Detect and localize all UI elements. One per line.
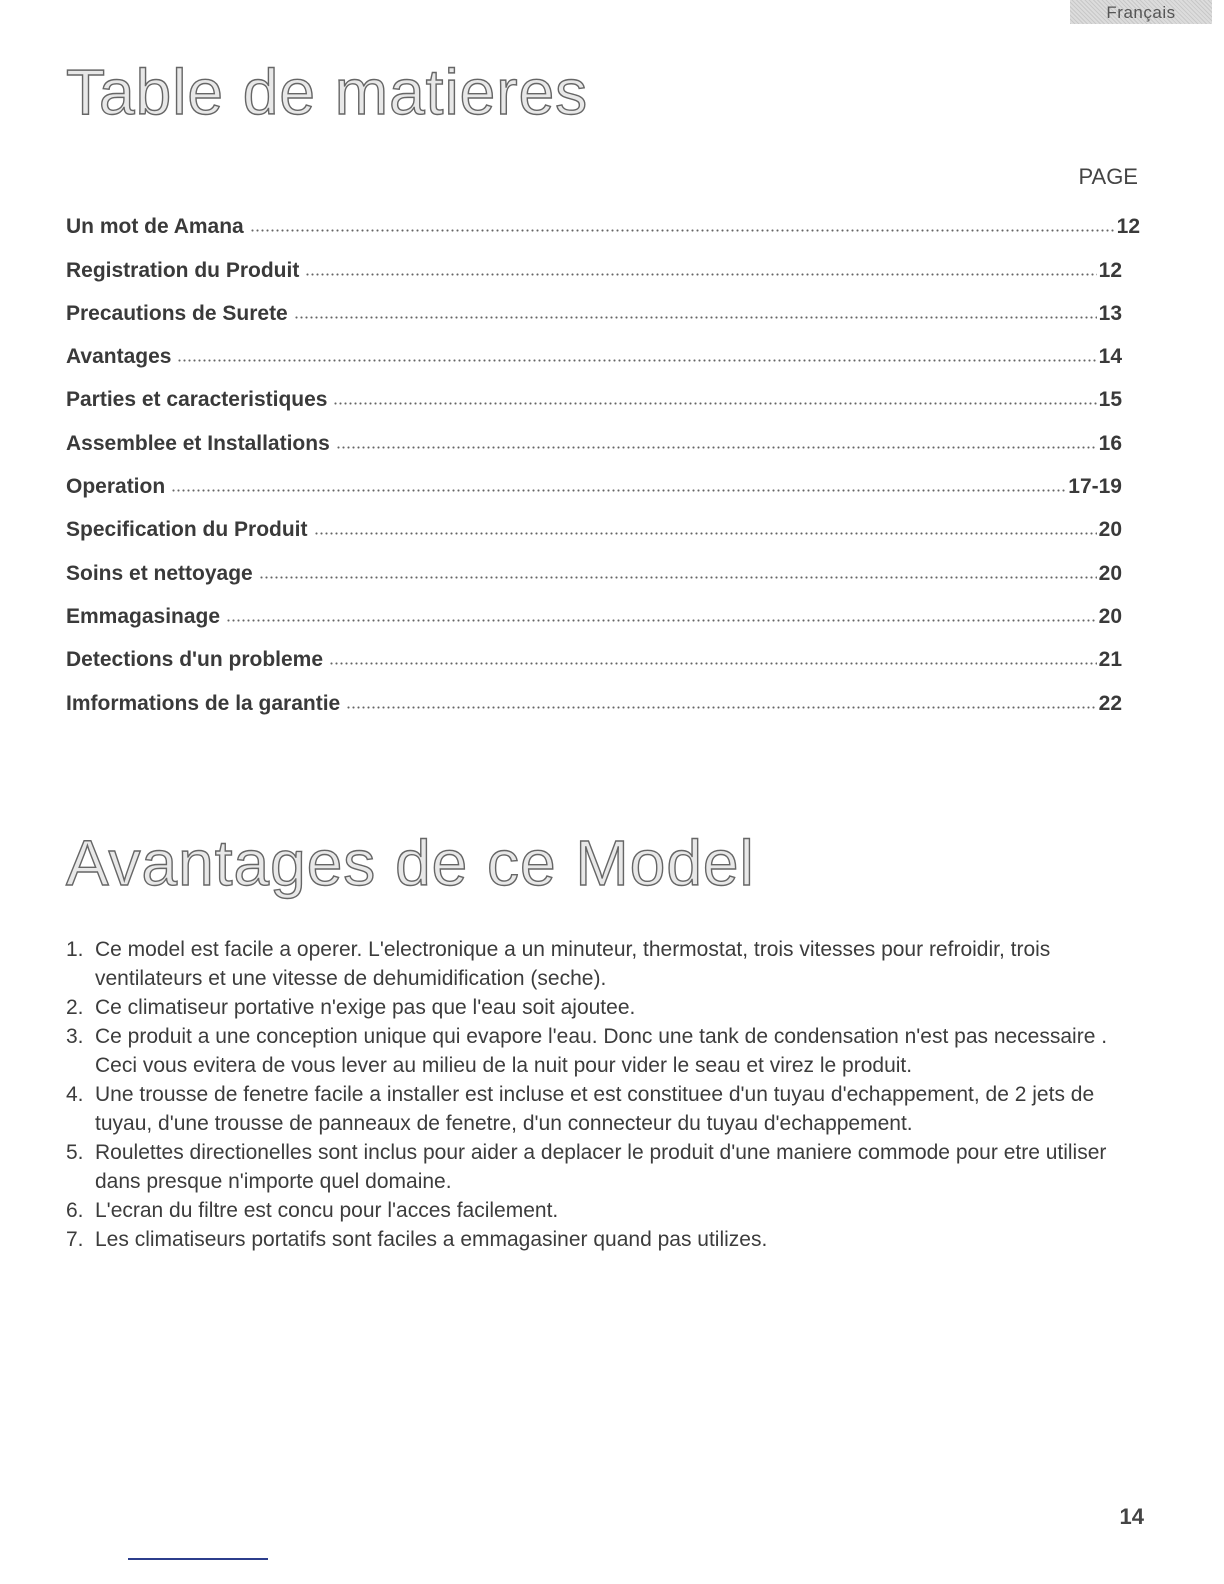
toc-entry[interactable]: [66, 412, 1122, 455]
list-item: [66, 1138, 1142, 1196]
toc-entry-page: 12: [1098, 258, 1122, 282]
page-number: 14: [1119, 1504, 1144, 1529]
list-item-number: 4.: [66, 1083, 84, 1106]
toc-entry[interactable]: [66, 499, 1122, 542]
toc-leader-dots: [333, 401, 1096, 406]
toc-leader-dots: [346, 705, 1096, 710]
toc-entry-label: Emmagasinage: [66, 604, 221, 628]
toc-entry-page: 15: [1098, 388, 1122, 412]
toc-leader-dots: [171, 488, 1066, 493]
toc-entry-label: Precautions de Surete: [66, 301, 288, 325]
toc-entry-label: Avantages: [66, 345, 172, 369]
toc-entry-page: 20: [1098, 561, 1122, 585]
toc-entry-page: 21: [1098, 648, 1122, 672]
toc-entry[interactable]: [66, 239, 1122, 282]
toc-entry-page: 14: [1098, 345, 1122, 369]
toc-leader-dots: [259, 575, 1097, 580]
toc-entry[interactable]: [66, 586, 1122, 629]
toc-entry-page: 20: [1098, 518, 1122, 542]
list-item: [66, 1225, 1142, 1254]
list-item-number: 6.: [66, 1199, 84, 1222]
list-item-number: 7.: [66, 1228, 84, 1251]
toc-entry-label: Assemblee et Installations: [66, 431, 330, 455]
toc-entry-page: 17-19: [1068, 475, 1122, 499]
list-item-number: 5.: [66, 1141, 84, 1164]
toc-entry[interactable]: [66, 283, 1122, 326]
toc-entry-page: 20: [1098, 604, 1122, 628]
footer-rule: [128, 1558, 268, 1560]
toc-entry-label: Specification du Produit: [66, 518, 308, 542]
toc-entry[interactable]: [66, 542, 1122, 585]
toc-title: Table de matieres: [66, 56, 589, 128]
toc-entry[interactable]: [66, 629, 1122, 672]
list-item-number: 2.: [66, 996, 84, 1019]
list-item-number: 1.: [66, 938, 84, 961]
list-item-text: Ce model est facile a operer. L'electronique a un minuteur, thermostat, trois vitesses pour refroidir, trois ventilateurs et une vitesse de dehumidification (seche).: [95, 938, 1051, 990]
list-item-text: L'ecran du filtre est concu pour l'acces facilement.: [95, 1199, 559, 1222]
page-column-header: PAGE: [1078, 164, 1138, 189]
list-item-text: Une trousse de fenetre facile a installer est incluse et est constituee d'un tuyau d'echappement, de 2 jets de tuyau, d'une trousse de panneaux de fenetre, d'un connecteur du tuyau d'echappement.: [95, 1083, 1095, 1135]
language-tab: Français: [1070, 0, 1212, 24]
toc-leader-dots: [226, 618, 1097, 623]
advantages-list: [66, 935, 1142, 1254]
toc-entry-label: Parties et caracteristiques: [66, 388, 328, 412]
toc-leader-dots: [305, 272, 1096, 277]
list-item-text: Les climatiseurs portatifs sont faciles a emmagasiner quand pas utilizes.: [95, 1228, 768, 1251]
toc-entry[interactable]: [66, 326, 1122, 369]
toc-leader-dots: [294, 315, 1097, 320]
toc-entry-label: Detections d'un probleme: [66, 648, 324, 672]
toc-entry-page: 22: [1098, 691, 1122, 715]
table-of-contents: [66, 196, 1140, 716]
list-item: [66, 993, 1142, 1022]
toc-entry-label: Imformations de la garantie: [66, 691, 341, 715]
list-item: [66, 1080, 1142, 1138]
list-item-text: Roulettes directionelles sont inclus pour aider a deplacer le produit d'une maniere commode pour etre utiliser dans presque n'importe quel domaine.: [95, 1141, 1107, 1193]
list-item-number: 3.: [66, 1025, 84, 1048]
toc-entry[interactable]: [66, 196, 1140, 239]
toc-entry[interactable]: [66, 456, 1122, 499]
toc-entry-page: 16: [1098, 431, 1122, 455]
toc-leader-dots: [177, 358, 1096, 363]
list-item: [66, 935, 1142, 993]
toc-leader-dots: [336, 445, 1097, 450]
list-item: [66, 1196, 1142, 1225]
toc-entry[interactable]: [66, 369, 1122, 412]
toc-entry-label: Un mot de Amana: [66, 215, 244, 239]
toc-entry-label: Soins et nettoyage: [66, 561, 253, 585]
toc-leader-dots: [314, 531, 1097, 536]
toc-entry-label: Registration du Produit: [66, 258, 300, 282]
list-item-text: Ce climatiseur portative n'exige pas que l'eau soit ajoutee.: [95, 996, 636, 1019]
toc-leader-dots: [250, 228, 1115, 233]
toc-entry-page: 12: [1116, 215, 1140, 239]
toc-entry-page: 13: [1098, 301, 1122, 325]
advantages-title: Avantages de ce Model: [66, 827, 755, 899]
toc-leader-dots: [329, 661, 1097, 666]
list-item-text: Ce produit a une conception unique qui evapore l'eau. Donc une tank de condensation n'est pas necessaire . Ceci vous evitera de vous lever au milieu de la nuit pour vider le seau et virez le produit.: [95, 1025, 1108, 1077]
toc-entry[interactable]: [66, 672, 1122, 715]
toc-entry-label: Operation: [66, 475, 166, 499]
list-item: [66, 1022, 1142, 1080]
